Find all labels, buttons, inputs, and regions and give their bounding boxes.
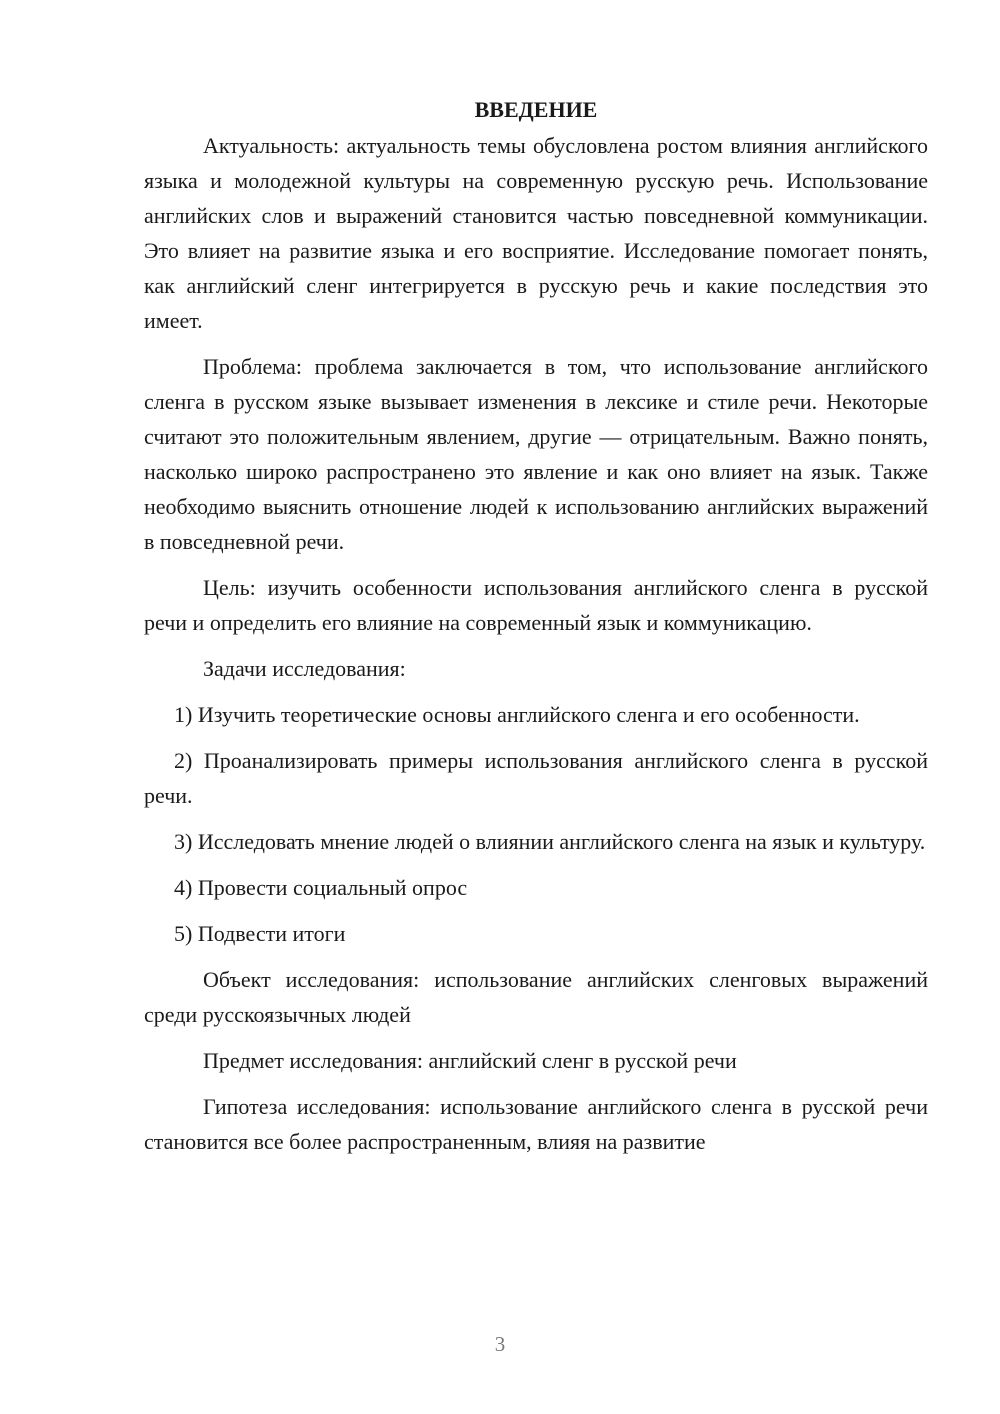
object-paragraph: Объект исследования: использование английских сленговых выражений среди русскоязычных людей [144,967,928,1027]
subject-paragraph: Предмет исследования: английский сленг в русской речи [203,1048,737,1073]
section-heading: ВВЕДЕНИЕ [474,97,598,122]
task-item-3: 3) Исследовать мнение людей о влиянии английского сленга на язык и культуру. [174,829,926,854]
tasks-heading: Задачи исследования: [203,656,406,681]
relevance-paragraph: Актуальность: актуальность темы обусловлена ростом влияния английского языка и молодежной культуры на современную русскую речь. Использование английских слов и выражений становится частью повседневной коммуникации. Это влияет на развитие языка и его восприятие. Исследование помогает понять, как английский сленг интегрируется в русскую речь и какие последствия это имеет. [144,133,928,333]
problem-paragraph: Проблема: проблема заключается в том, что использование английского сленга в русском языке вызывает изменения в лексике и стиле речи. Некоторые считают это положительным явлением, другие — отрицательным. Важно понять, насколько широко распространено это явление и как оно влияет на язык. Также необходимо выяснить отношение людей к использованию английских выражений в повседневной речи. [144,354,928,554]
page-number: 3 [494,1332,506,1356]
task-item-5: 5) Подвести итоги [174,921,346,946]
task-item-4: 4) Провести социальный опрос [174,875,468,900]
task-item-2: 2) Проанализировать примеры использования английского сленга в русской речи. [144,748,928,808]
goal-paragraph: Цель: изучить особенности использования английского сленга в русской речи и определить его влияние на современный язык и коммуникацию. [144,575,928,635]
task-item-1: 1) Изучить теоретические основы английского сленга и его особенности. [174,702,860,727]
hypothesis-paragraph: Гипотеза исследования: использование английского сленга в русской речи становится все более распространенным, влияя на развитие [144,1094,928,1154]
document-page [144,94,928,1159]
